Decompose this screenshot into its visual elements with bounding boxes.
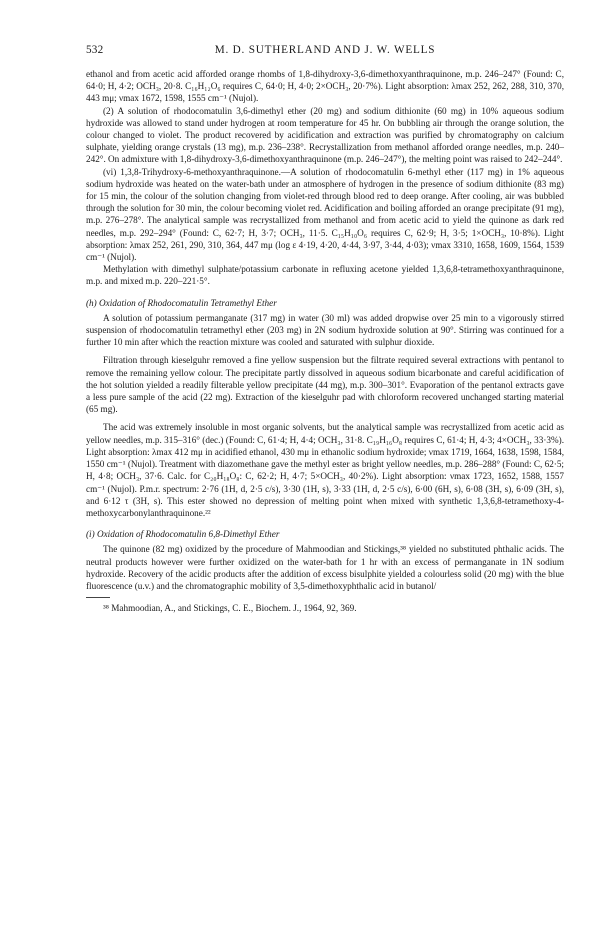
page-number: 532 (86, 44, 104, 56)
footnote: ³⁸ Mahmoodian, A., and Stickings, C. E., Biochem. J., 1964, 92, 369. (103, 603, 357, 614)
section-heading: (i) Oxidation of Rhodocomatulin 6,8-Dimethyl Ether (86, 529, 280, 540)
paragraph: (vi) 1,3,8-Trihydroxy-6-methoxyanthraquinone.—A solution of rhodocomatulin 6-methyl ether (117 mg) in 1% aqueous sodium hydroxide was heated on the water-bath under an atmosphere of hydrogen in the presence of sodium dithionite (83 mg) for 15 min, the colour of the solution changing from violet-red through blood red to deep orange. After cooling, air was bubbled through the solution for 30 min, the colour becoming violet red. Acidification and boiling afforded an orange precipitate (91 mg), m.p. 276–278°. The analytical sample was recrystallized from methanol and from acetic acid to yield the quinone as dark red needles, m.p. 292–294° (Found: C, 62·7; H, 3·7; OCH₃, 11·5. C₁₅H₁₀O₆ requires C, 62·9; H, 3·5; 1×OCH₃, 10·8%). Light absorption: λmax 252, 261, 290, 310, 364, 447 mμ (log ε 4·19, 4·20, 4·44, 3·97, 3·44, 4·03); νmax 3310, 1658, 1609, 1564, 1539 cm⁻¹ (Nujol). (86, 166, 564, 263)
running-head: M. D. SUTHERLAND AND J. W. WELLS (214, 44, 436, 56)
paragraph: The acid was extremely insoluble in most organic solvents, but the analytical sample was recrystallized from acetic acid as yellow needles, m.p. 315–316° (dec.) (Found: C, 61·4; H, 4·4; OCH₃, 31·8. C₁₉H₁₆O₈ requires C, 61·4; H, 4·3; 4×OCH₃, 33·3%). Light absorption: λmax 412 mμ in acidified ethanol, 430 mμ in ethanolic sodium hydroxide; νmax 1719, 1664, 1638, 1598, 1584, 1550 cm⁻¹ (Nujol). Treatment with diazomethane gave the methyl ester as bright yellow needles, m.p. 286–288° (Found: C, 62·5; H, 4·8; OCH₃, 37·6. Calc. for C₂₀H₁₈O₈: C, 62·2; H, 4·7; 5×OCH₃, 40·2%). Light absorption: νmax 1723, 1652, 1588, 1557 cm⁻¹ (Nujol). P.m.r. spectrum: 2·76 (1H, d, 2·5 c/s), 3·30 (1H, s), 3·33 (1H, d, 2·5 c/s), 6·00 (6H, s), 6·08 (3H, s), 6·09 (3H, s), and 6·12 τ (3H, s). This ester showed no depression of melting point when mixed with synthetic 1,3,6,8-tetramethoxy-4-methoxycarbonylanthraquinone.²² (86, 422, 564, 518)
footnote-rule (86, 597, 110, 598)
paragraph: (2) A solution of rhodocomatulin 3,6-dimethyl ether (20 mg) and sodium dithionite (60 mg) in 10% aqueous sodium hydroxide was allowed to stand under hydrogen at room temperature for 45 hr. On bubbling air through the orange solution, the colour changed to violet. The product recovered by acidification and extraction was purified by chromatography on calcium sulphate, yielding orange crystals (13 mg), m.p. 236–238°. Recrystallization from methanol afforded orange needles, m.p. 240–242°. On admixture with 1,8-dihydroxy-3,6-dimethoxyanthraquinone (m.p. 246–247°), the melting point was raised to 242–244°. (86, 105, 564, 165)
paragraph: A solution of potassium permanganate (317 mg) in water (30 ml) was added dropwise over 25 min to a vigorously stirred suspension of rhodocomatulin tetramethyl ether (203 mg) in 2N sodium hydroxide solution at 90°. Stirring was continued for a further 10 min after which the reaction mixture was cooled and saturated with sulphur dioxide. (86, 312, 564, 348)
paragraph: Methylation with dimethyl sulphate/potassium carbonate in refluxing acetone yielded 1,3,6,8-tetramethoxyanthraquinone, m.p. and mixed m.p. 220–221·5°. (86, 264, 564, 287)
section-heading: (h) Oxidation of Rhodocomatulin Tetramethyl Ether (86, 297, 277, 308)
paragraph: The quinone (82 mg) oxidized by the procedure of Mahmoodian and Stickings,³⁸ yielded no substituted phthalic acids. The neutral products however were further oxidized on the water-bath for 1 hr with an excess of permanganate in 1N sodium hydroxide. Recovery of the acidic products after the addition of excess bisulphite yielded a colourless solid (20 mg) with the blue fluorescence (u.v.) and the chromatographic mobility of 3,5-dimethoxyphthalic acid in butanol/ (86, 544, 564, 591)
page-header (86, 44, 564, 60)
article-body (86, 68, 564, 614)
paragraph: ethanol and from acetic acid afforded orange rhombs of 1,8-dihydroxy-3,6-dimethoxyanthraquinone, m.p. 246–247° (Found: C, 64·0; H, 4·2; OCH₃, 20·8. C₁₆H₁₂O₆ requires C, 64·0; H, 4·0; 2×OCH₃, 20·7%). Light absorption: λmax 252, 262, 288, 310, 370, 443 mμ; νmax 1672, 1598, 1555 cm⁻¹ (Nujol). (86, 69, 564, 104)
paragraph: Filtration through kieselguhr removed a fine yellow suspension but the filtrate required several extractions with pentanol to remove the remaining yellow colour. The precipitate partly dissolved in aqueous sodium bicarbonate and careful acidification of the hot solution yielded a readily filterable yellow precipitate (44 mg), m.p. 300–301°. Evaporation of the pentanol extracts gave a less pure sample of the acid (22 mg). Extraction of the kieselguhr pad with chloroform recovered unchanged starting material (65 mg). (86, 355, 564, 415)
